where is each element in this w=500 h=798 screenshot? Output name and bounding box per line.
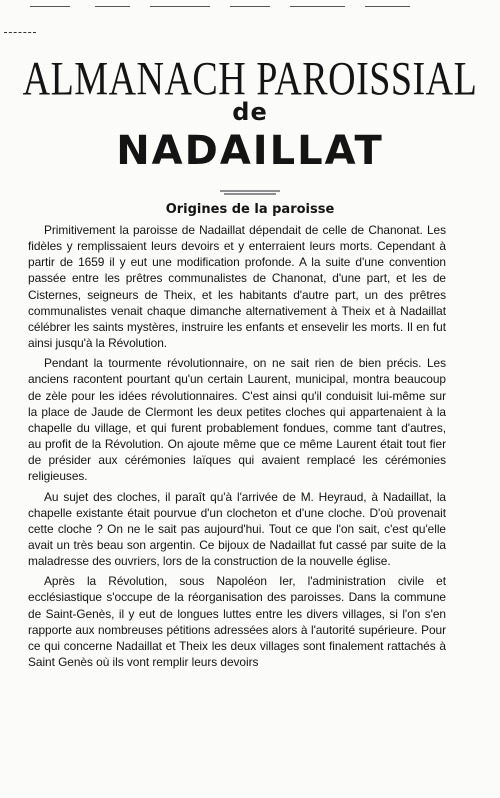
margin-mark [4, 32, 36, 34]
place-name-title: NADAILLAT [116, 128, 384, 174]
almanac-title: ALMANACH PAROISSIAL [22, 53, 478, 106]
paragraph: Primitivement la paroisse de Nadaillat dépendait de celle de Chanonat. Les fidèles y remplissaient leurs devoirs et y enterraient leurs morts. Cependant à partir de 1659 il y eut une modification profonde. A la suite d'une convention passée entre les prêtres communalistes de Chanonat, d'une part, et les de Cisternes, seigneurs de Theix, et les habitants d'autre part, un des prêtres communalistes venait chaque dimanche alternativement à Theix et à Nadaillat célébrer les saints mystères, instruire les enfants et ensevelir les morts. Il en fut ainsi jusqu'à la Révolution. [28, 223, 446, 351]
ornament-divider [0, 182, 500, 201]
top-rule [0, 0, 500, 16]
paragraph: Après la Révolution, sous Napoléon Ier, l'administration civile et ecclésiastique s'occupe de la réorganisation des paroisses. Dans la commune de Saint-Genès, il y eut de longues luttes entre les divers villages, si l'on s'en rapporte aux nombreuses pétitions adressées alors à l'autorité supérieure. Pour ce qui concerne Nadaillat et Theix les deux villages sont finalement rattachés à Saint Genès où ils vont remplir leurs devoirs [28, 574, 446, 670]
paragraph: Pendant la tourmente révolutionnaire, on ne sait rien de bien précis. Les anciens racontent pourtant qu'un certain Laurent, municipal, montra beaucoup de zèle pour les idées révolutionnaires. C'est ainsi qu'il conduisit lui-même sur la place de Jaude de Clermont les deux petites cloches qui appartenaient à la chapelle du village, et qui furent probablement fondues, comme tant d'autres, au profit de la Révolution. On ajoute même que ce même Laurent était tout fier de présider aux cérémonies laïques qui avaient remplacé les cérémonies religieuses. [28, 356, 446, 484]
article-body [28, 222, 446, 674]
paragraph: Au sujet des cloches, il paraît qu'à l'arrivée de M. Heyraud, à Nadaillat, la chapelle existante était pourvue d'un clocheton et d'une cloche. D'où provenait cette cloche ? On ne le sait pas aujourd'hui. Tout ce que l'on sait, c'est qu'elle avait un très beau son argentin. Ce bijoux de Nadaillat fut cassé par suite de la maladresse des ouvriers, lors de la construction de la nouvelle église. [28, 489, 446, 569]
section-heading: Origines de la paroisse [165, 202, 335, 217]
title-de: de [232, 98, 268, 126]
